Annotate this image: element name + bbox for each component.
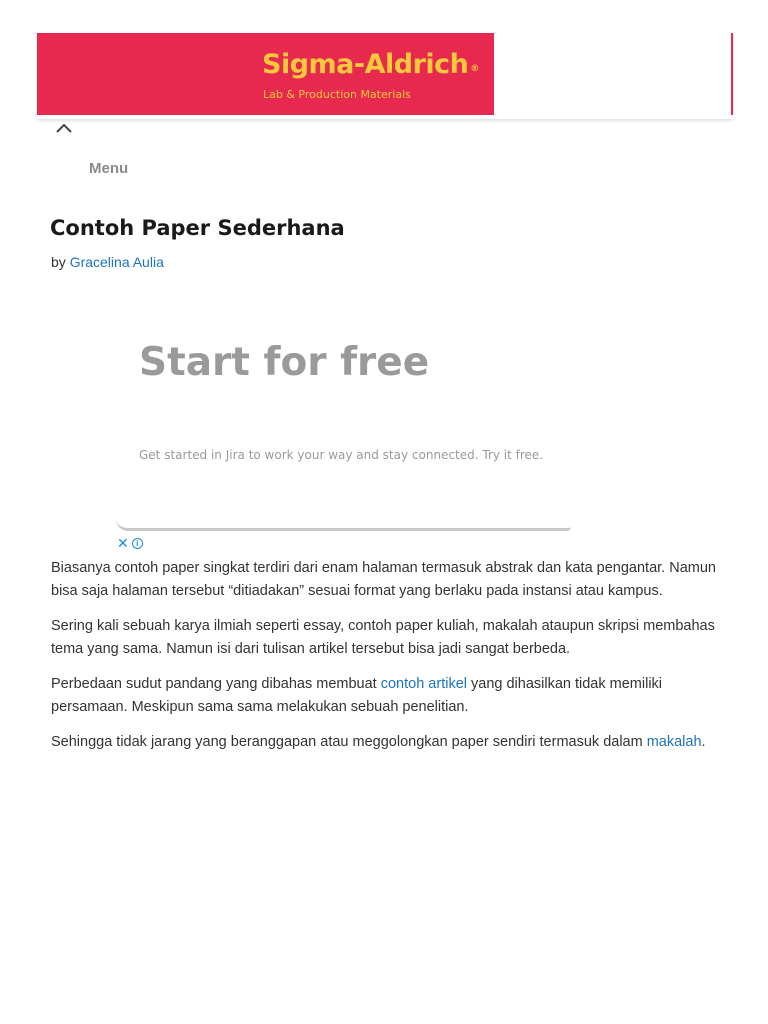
info-icon[interactable]: i bbox=[132, 538, 143, 549]
byline-prefix: by bbox=[51, 254, 66, 270]
ad-subtext: Get started in Jira to work your way and stay connected. Try it free. bbox=[139, 448, 544, 462]
banner-tagline: Lab & Production Materials bbox=[263, 88, 411, 101]
banner-edge-strip bbox=[731, 33, 733, 115]
makalah-link[interactable]: makalah bbox=[646, 734, 702, 750]
chevron-up-icon[interactable] bbox=[54, 121, 74, 135]
ad-headline: Start for free bbox=[139, 340, 430, 385]
menu-toggle[interactable]: Menu bbox=[89, 160, 129, 177]
ad-choices bbox=[117, 536, 143, 550]
paragraph-text: . bbox=[701, 734, 706, 750]
article-body bbox=[51, 557, 721, 766]
article-paragraph-3 bbox=[51, 673, 721, 719]
banner-registered-mark: ® bbox=[470, 64, 479, 74]
banner-brand-logo bbox=[262, 49, 479, 80]
page-title: Contoh Paper Sederhana bbox=[50, 216, 345, 240]
contoh-artikel-link[interactable]: contoh artikel bbox=[380, 676, 467, 692]
paragraph-text: Perbedaan sudut pandang yang dibahas membuat bbox=[51, 676, 381, 692]
close-icon[interactable]: ✕ bbox=[117, 535, 129, 551]
sigma-aldrich-banner[interactable] bbox=[37, 33, 494, 115]
article-paragraph-4 bbox=[51, 731, 721, 754]
paragraph-text: Sehingga tidak jarang yang beranggapan atau meggolongkan paper sendiri termasuk dalam bbox=[51, 734, 647, 750]
ad-banner-container bbox=[37, 33, 733, 119]
paragraph-text: yang dihasilkan tidak memiliki persamaan. Meskipun sama sama melakukan sebuah penelitian. bbox=[51, 676, 663, 715]
byline bbox=[51, 254, 164, 270]
banner-brand-text: Sigma-Aldrich bbox=[262, 49, 469, 80]
author-link[interactable]: Gracelina Aulia bbox=[69, 254, 164, 270]
article-paragraph-2: Sering kali sebuah karya ilmiah seperti essay, contoh paper kuliah, makalah ataupun skripsi membahas tema yang sama. Namun isi dari tulisan artikel tersebut bisa jadi sangat berbeda. bbox=[51, 618, 715, 657]
jira-ad[interactable] bbox=[116, 316, 571, 531]
article-paragraph-1: Biasanya contoh paper singkat terdiri dari enam halaman termasuk abstrak dan kata pengantar. Namun bisa saja halaman tersebut “ditiadakan” sesuai format yang berlaku pada instansi atau kampus. bbox=[51, 560, 716, 599]
